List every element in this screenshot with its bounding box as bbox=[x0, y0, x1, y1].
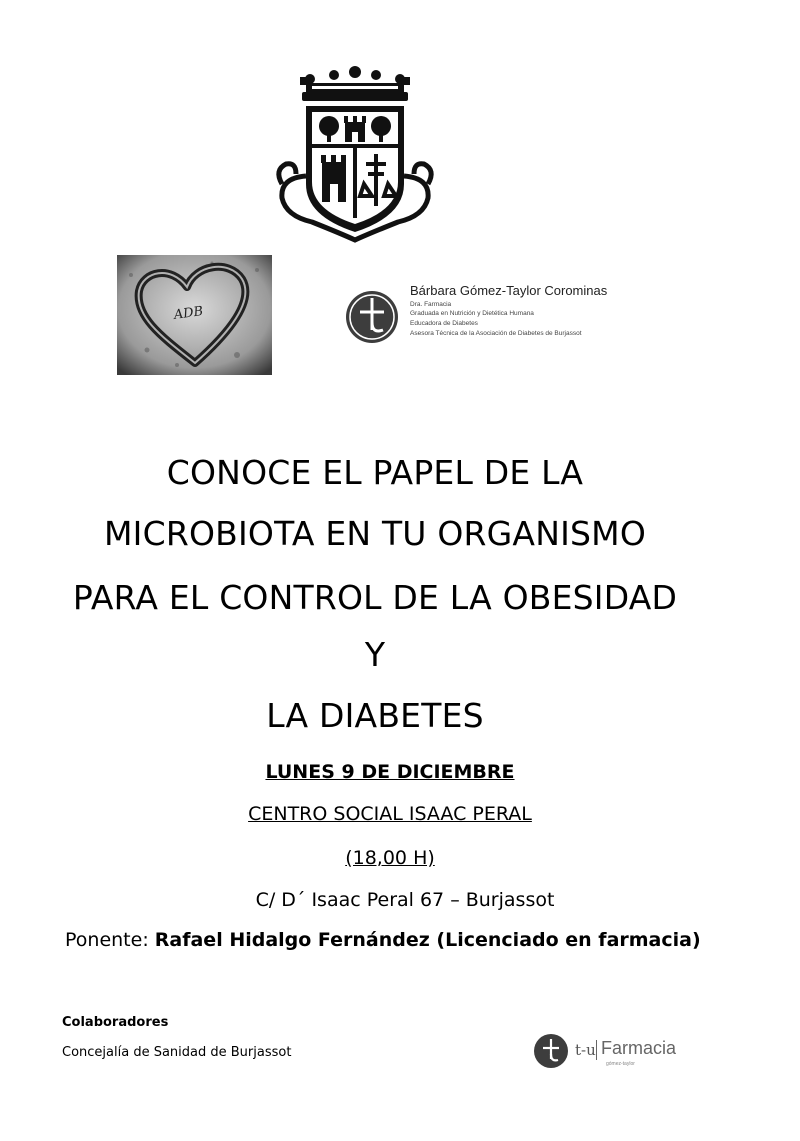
pharmacy-footer-icon bbox=[533, 1033, 569, 1069]
heart-photo bbox=[117, 255, 272, 375]
event-date: LUNES 9 DE DICIEMBRE bbox=[265, 761, 515, 783]
brand-name: Farmacia bbox=[601, 1038, 677, 1058]
title-line: MICROBIOTA EN TU ORGANISMO bbox=[103, 514, 647, 553]
heart-photo-text: ADB bbox=[172, 304, 205, 324]
cv-line: Asesora Técnica de la Asociación de Diabetes de Burjassot bbox=[410, 330, 582, 337]
cv-line: Graduada en Nutrición y Dietética Humana bbox=[410, 310, 534, 317]
collaborator-item: Concejalía de Sanidad de Burjassot bbox=[62, 1045, 292, 1060]
event-venue: CENTRO SOCIAL ISAAC PERAL bbox=[248, 803, 532, 825]
coat-of-arms-logo bbox=[272, 66, 438, 244]
pharmacy-logo-icon bbox=[345, 290, 399, 344]
title-line: Y bbox=[364, 635, 386, 674]
cv-line: Dra. Farmacia bbox=[410, 301, 452, 308]
brand-divider bbox=[596, 1040, 597, 1060]
cv-line: Educadora de Diabetes bbox=[410, 320, 478, 327]
speaker-name: Rafael Hidalgo Fernández (Licenciado en farmacia) bbox=[154, 929, 701, 951]
brand-mark: t-u bbox=[575, 1041, 596, 1059]
event-address: C/ D´ Isaac Peral 67 – Burjassot bbox=[255, 889, 555, 911]
cv-name: Bárbara Gómez-Taylor Corominas bbox=[410, 283, 608, 298]
collaborators-title: Colaboradores bbox=[62, 1015, 169, 1030]
speaker-line bbox=[65, 929, 701, 951]
title-line: PARA EL CONTROL DE LA OBESIDAD bbox=[72, 578, 678, 617]
event-time: (18,00 H) bbox=[345, 847, 435, 869]
brand-subtitle: gómez-taylor bbox=[606, 1061, 635, 1067]
speaker-label: Ponente: bbox=[65, 929, 149, 951]
title-line: LA DIABETES bbox=[266, 696, 484, 735]
title-line: CONOCE EL PAPEL DE LA bbox=[166, 453, 584, 492]
